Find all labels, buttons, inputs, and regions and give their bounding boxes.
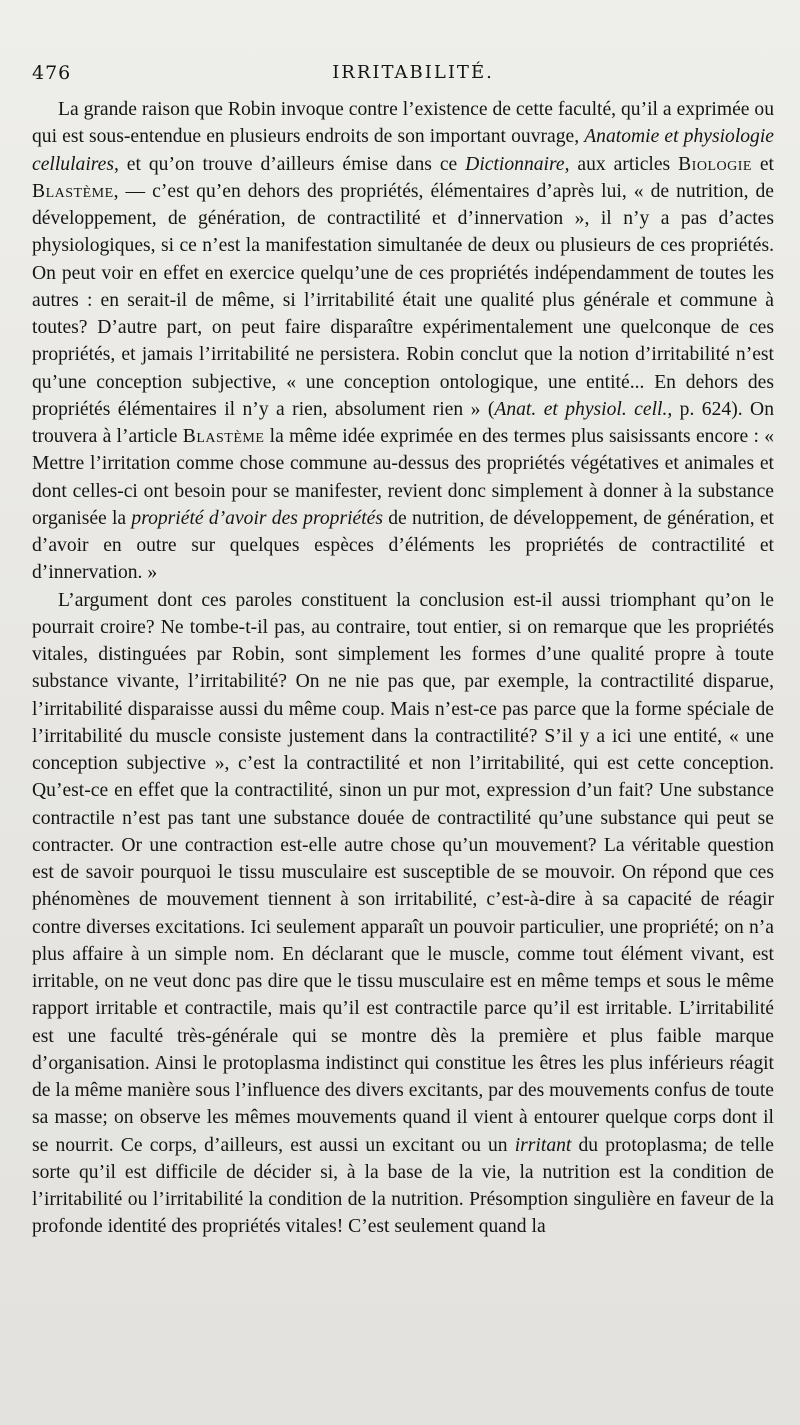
page-header bbox=[32, 56, 774, 88]
text-run: la même idée exprimée en des termes plus saisissants encore : « Mettre l’irritation comme chose commune au-dessus des propriétés végétatives et animales et dont celles-ci ont besoin pour se manifester, revient donc simplement à donner à la substance organisée la bbox=[32, 426, 774, 529]
italic-text: propriété d’avoir des propriétés bbox=[131, 507, 383, 529]
smallcaps-text: Biologie bbox=[678, 153, 752, 175]
italic-text: Dictionnaire bbox=[465, 153, 565, 175]
smallcaps-text: Blastème bbox=[32, 180, 114, 202]
body-text bbox=[32, 96, 774, 1241]
text-run: du protoplasma; de telle sorte qu’il est difficile de décider si, à la base de la vie, la nutrition est la condition de l’irritabilité ou l’irritabilité la condition de la nutrition. Présomption singulière en faveur de la profonde identité des propriétés vitales! C’est seulement quand la bbox=[32, 1134, 774, 1238]
italic-text: irritant bbox=[514, 1134, 572, 1156]
text-run: L’argument dont ces paroles constituent la conclusion est-il aussi triomphant qu’on le pourrait croire? Ne tombe-t-il pas, au contraire, tout entier, si on remarque que les propriétés vitales, distinguées par Robin, sont simplement les formes d’une qualité propre à toute substance vivante, l’irritabilité? On ne nie pas que, par exemple, la contractilité disparue, l’irritabilité disparaisse aussi du même coup. Mais n’est-ce pas parce que la forme spéciale de l’irritabilité du muscle consiste justement dans la contractilité? S’il y a ici une entité, « une conception subjective », c’est la contractilité et non l’irritabilité, qui est cette conception. Qu’est-ce en effet que la contractilité, sinon un pur mot, expression d’un fait? Une substance contractile n’est pas tant une substance douée de contractilité qu’une substance qui peut se contracter. Or une contraction est-elle autre chose qu’un mouvement? La véritable question est de savoir pourquoi le tissu musculaire est susceptible de se mouvoir. On répond que ces phénomènes de mouvement tiennent à son irritabilité, c’est-à-dire à sa capacité de réagir contre diverses excitations. Ici seulement apparaît un pouvoir particulier, une propriété; on n’a plus affaire à un simple nom. En déclarant que le muscle, comme tout élément vivant, est irritable, on ne veut donc pas dire que le tissu musculaire est en même temps et sous le même rapport irritable et contractile, mais qu’il est contractile parce qu’il est irritable. L’irritabilité est une faculté très-générale qui se montre dès la première et plus faible marque d’organisation. Ainsi le protoplasma indistinct qui constitue les êtres les plus inférieurs réagit de la même manière sous l’influence des divers excitants, par des mouvements confus de toute sa masse; on observe les mêmes mouvements quand il vient à entourer quelque corps dont il se nourrit. Ce corps, d’ailleurs, est aussi un excitant ou un bbox=[32, 589, 774, 1156]
italic-text: Anat. et physiol. cell. bbox=[494, 398, 668, 420]
text-run: et bbox=[751, 153, 774, 175]
running-title: IRRITABILITÉ. bbox=[332, 62, 494, 83]
text-run: La grande raison que Robin invoque contre l’existence de cette faculté, qu’il a exprimée ou qui est sous-entendue en plusieurs endroits de son important ouvrage, bbox=[32, 99, 774, 148]
smallcaps-text: Blastème bbox=[182, 426, 265, 447]
text-run: , et qu’on trouve d’ailleurs émise dans ce bbox=[113, 153, 466, 175]
italic-text: Anatomie et physiologie cellulaires bbox=[32, 126, 774, 175]
paragraph bbox=[32, 587, 774, 1241]
text-run: de nutrition, de développement, de génération, et d’avoir en outre sur quelques espèces d’éléments les propriétés de contractilité et d’innervation. » bbox=[32, 507, 774, 584]
text-run: , — c’est qu’en dehors des propriétés, élémentaires d’après lui, « de nutrition, de développement, de génération, de contractilité et d’innervation », il n’y a pas d’actes physiologiques, si ce n’est la manifestation simultanée de deux ou plusieurs de ces propriétés. On peut voir en effet en exercice quelqu’une de ces propriétés indépendamment de toutes les autres : en serait-il de même, si l’irritabilité était une qualité plus générale et commune à toutes? D’autre part, on peut faire disparaître expérimentalement une quelconque de ces propriétés, et jamais l’irritabilité ne persistera. Robin conclut que la notion d’irritabilité n’est qu’une conception subjective, « une conception ontologique, une entité... En dehors des propriétés élémentaires il n’y a rien, absolument rien » ( bbox=[32, 180, 774, 420]
page-number: 476 bbox=[32, 62, 72, 84]
paragraph bbox=[32, 96, 774, 587]
text-run: , p. 624). On trouvera à l’article bbox=[32, 398, 774, 447]
text-run: , aux articles bbox=[564, 153, 679, 175]
